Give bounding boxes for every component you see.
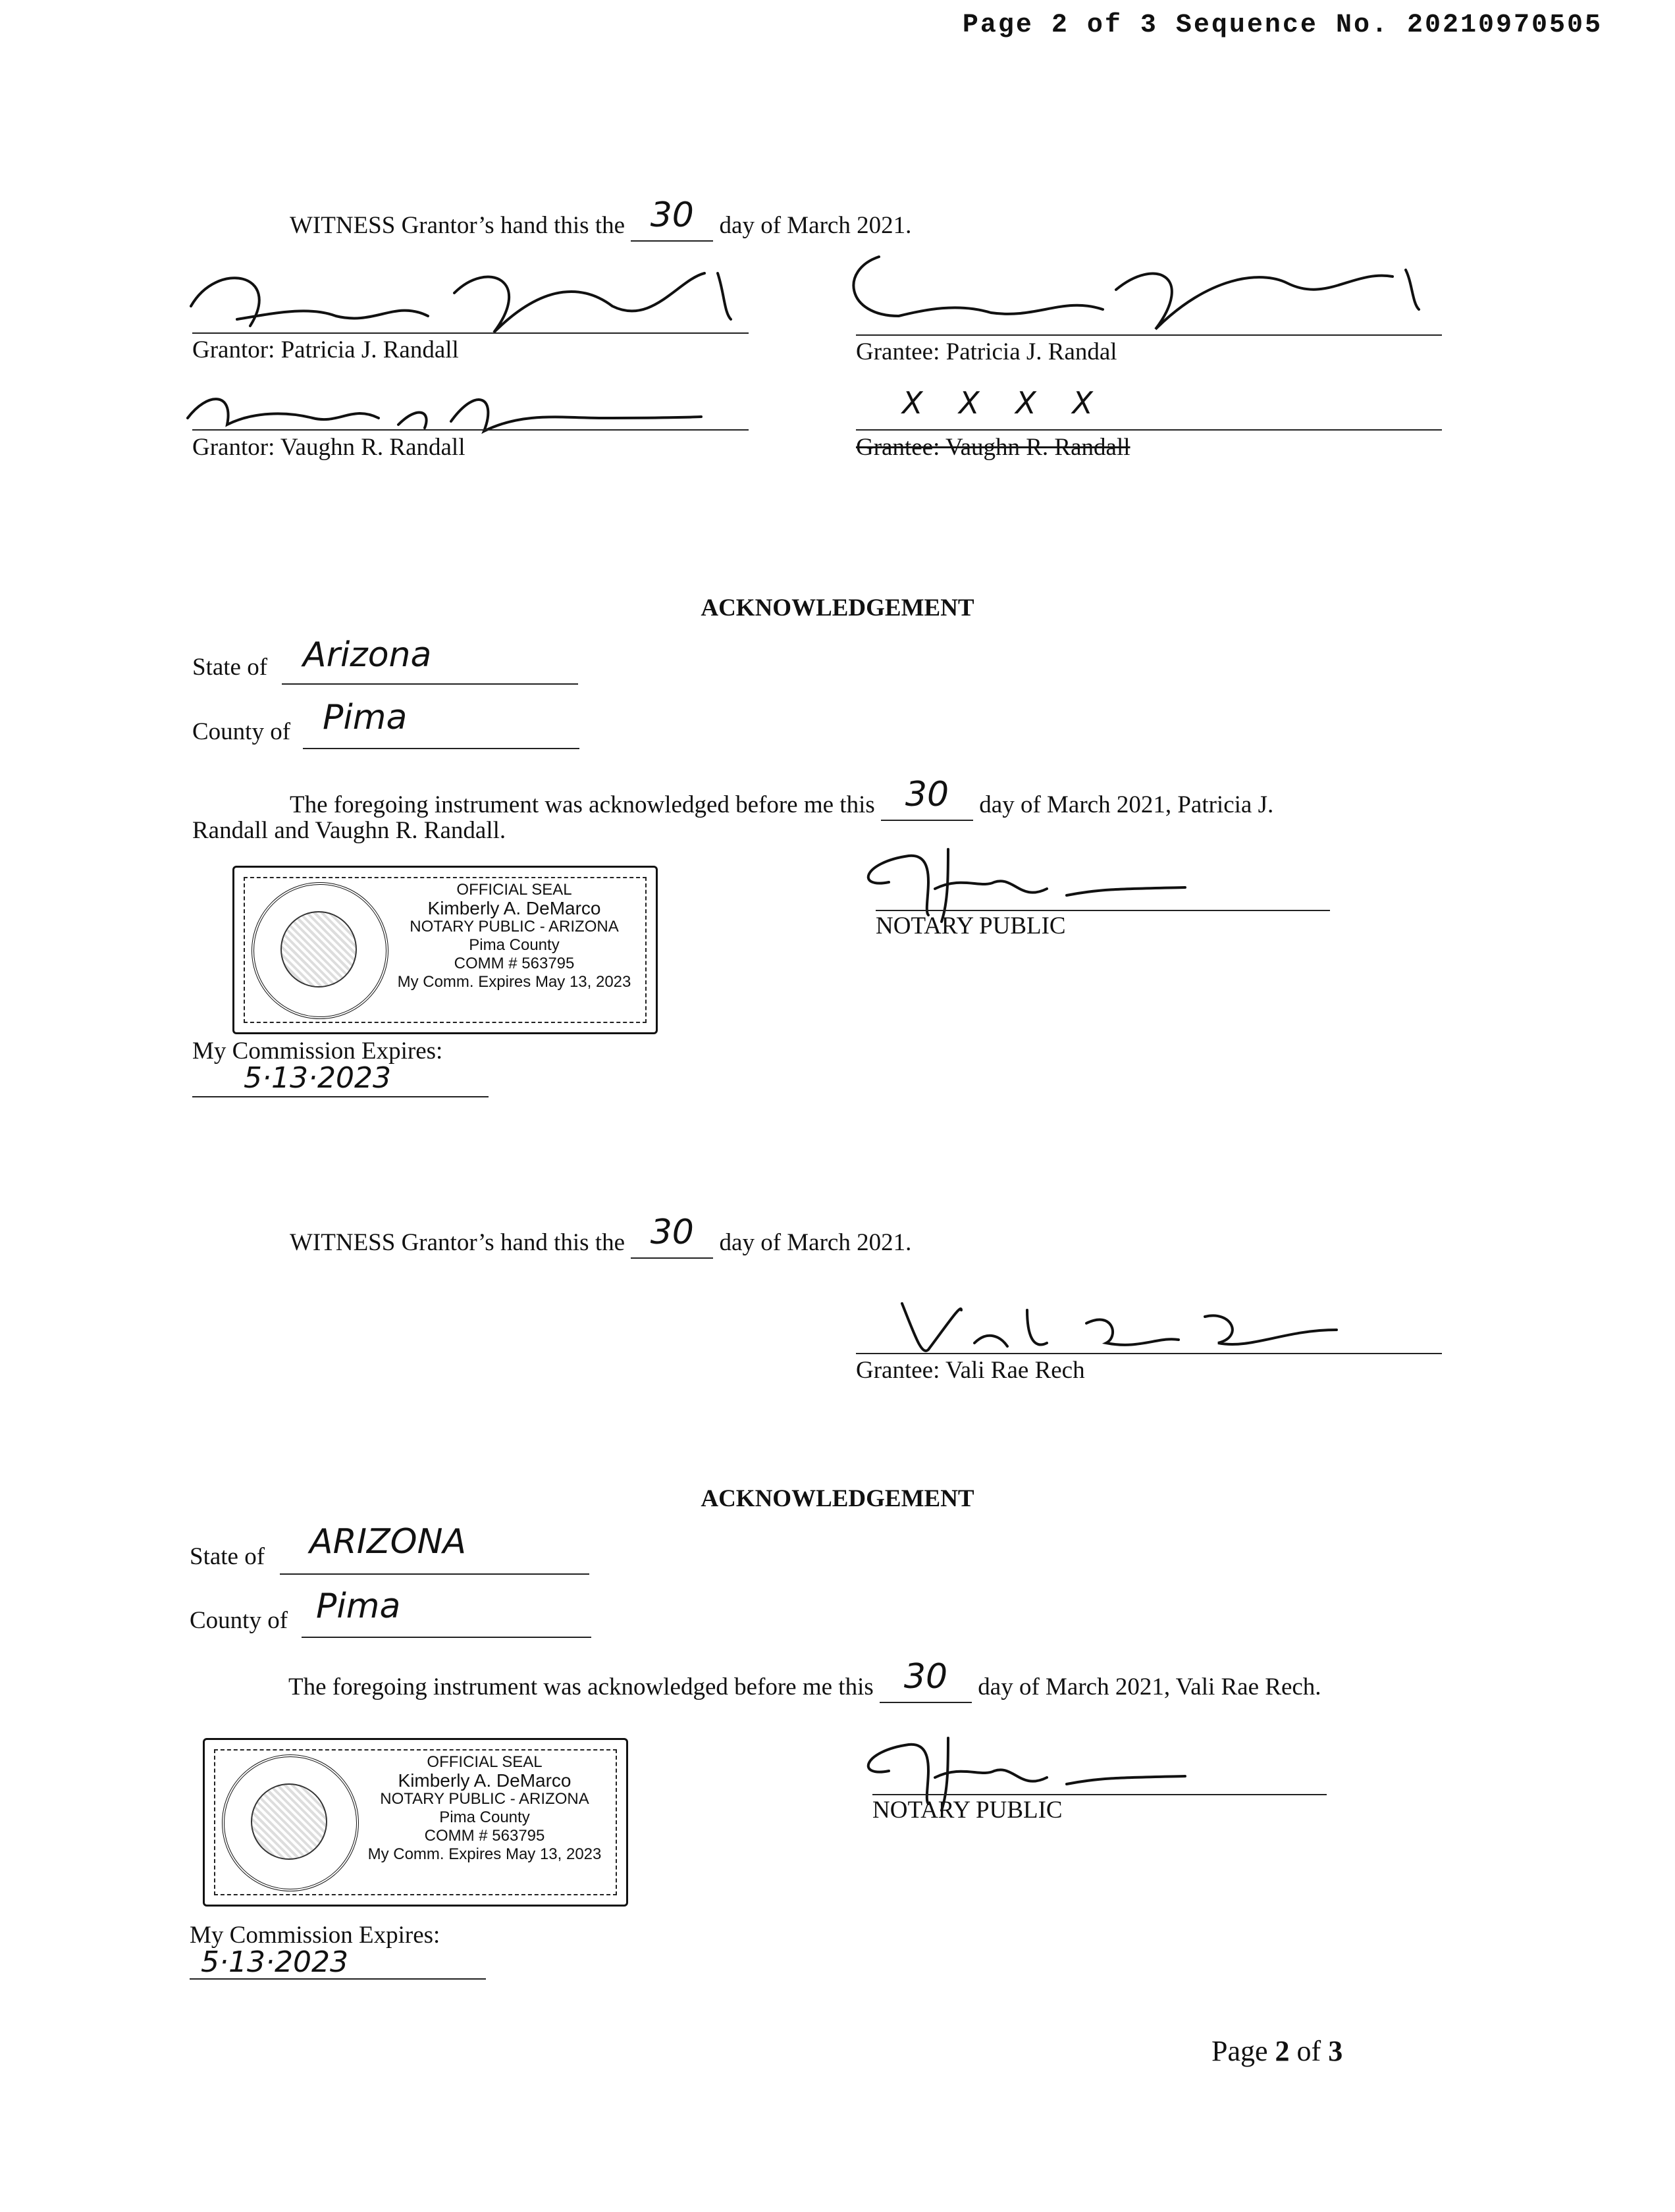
witness-2-suffix: day of March 2021. (719, 1229, 912, 1256)
ack-1-commission-label: My Commission Expires: (192, 1038, 443, 1065)
witness-2-day: 30 (650, 1213, 694, 1252)
seal-1-line3: NOTARY PUBLIC - ARIZONA (410, 918, 619, 935)
page-footer-prefix: Page (1211, 2035, 1268, 2067)
seal-2-line2: Kimberly A. DeMarco (398, 1770, 572, 1791)
witness-1-line (290, 196, 912, 242)
grantee-2-label-struck: Grantee: Vaughn R. Randall (856, 434, 1130, 461)
ack-1-notary-label: NOTARY PUBLIC (876, 912, 1066, 939)
witness-1-prefix: WITNESS Grantor’s hand this the (290, 212, 625, 239)
witness-1-day: 30 (650, 196, 694, 235)
seal-2-line6: My Comm. Expires May 13, 2023 (367, 1845, 602, 1863)
ack-1-heading: ACKNOWLEDGEMENT (701, 594, 974, 621)
ack-2-heading: ACKNOWLEDGEMENT (701, 1485, 974, 1512)
grantor-2-label: Grantor: Vaughn R. Randall (192, 434, 465, 461)
ack-2-commission-value: 5·13·2023 (201, 1945, 348, 1979)
ack-2-state-value: ARIZONA (309, 1522, 467, 1562)
arizona-great-seal-icon (252, 882, 388, 1019)
page-footer (1211, 2034, 1343, 2068)
ack-2-day: 30 (903, 1657, 948, 1697)
ack-2-county-label: County of (190, 1607, 288, 1634)
seal-2-line3: NOTARY PUBLIC - ARIZONA (380, 1790, 589, 1808)
notary-seal-2 (203, 1738, 628, 1907)
seal-2-line5: COMM # 563795 (424, 1827, 545, 1845)
page-footer-of: of (1296, 2035, 1321, 2067)
seal-1-line1: OFFICIAL SEAL (456, 881, 572, 899)
sequence-header: Page 2 of 3 Sequence No. 20210970505 (962, 11, 1603, 40)
seal-1-line2: Kimberly A. DeMarco (427, 898, 601, 918)
seal-1-line5: COMM # 563795 (454, 955, 575, 972)
witness-2-line (290, 1213, 912, 1259)
page-footer-total: 3 (1328, 2035, 1343, 2067)
grantee-1-label: Grantee: Patricia J. Randal (856, 338, 1117, 365)
page-footer-num: 2 (1275, 2035, 1290, 2067)
ack-1-county-value: Pima (323, 698, 408, 737)
witness-2-grantee-label: Grantee: Vali Rae Rech (856, 1357, 1085, 1384)
ack-1-state-label: State of (192, 654, 268, 681)
ack-2-body-line1 (288, 1657, 1321, 1703)
witness-1-suffix: day of March 2021. (719, 212, 912, 239)
ack-1-body-suffix: day of March 2021, Patricia J. (979, 791, 1274, 818)
grantee-1-signature (826, 244, 1432, 349)
ack-2-body-prefix: The foregoing instrument was acknowledged before me this (288, 1673, 874, 1700)
arizona-great-seal-icon (222, 1754, 359, 1891)
ack-2-state-label: State of (190, 1543, 265, 1570)
seal-2-line1: OFFICIAL SEAL (427, 1753, 543, 1771)
grantee-2-strike-marks: X X X X (902, 385, 1106, 421)
grantor-1-label: Grantor: Patricia J. Randall (192, 336, 459, 363)
witness-2-prefix: WITNESS Grantor’s hand this the (290, 1229, 625, 1256)
ack-1-county-label: County of (192, 718, 291, 745)
ack-1-day: 30 (905, 775, 949, 814)
ack-1-state-value: Arizona (303, 635, 432, 675)
ack-1-commission-value: 5·13·2023 (244, 1061, 391, 1095)
ack-1-body-prefix: The foregoing instrument was acknowledged before me this (290, 791, 875, 818)
seal-1-line4: Pima County (469, 936, 560, 954)
ack-2-county-value: Pima (316, 1587, 401, 1626)
ack-1-body-line2: Randall and Vaughn R. Randall. (192, 817, 506, 844)
seal-2-line4: Pima County (439, 1808, 530, 1826)
ack-2-body-suffix: day of March 2021, Vali Rae Rech. (978, 1673, 1321, 1700)
notary-seal-1 (232, 866, 658, 1034)
ack-2-commission-label: My Commission Expires: (190, 1922, 440, 1949)
seal-1-line6: My Comm. Expires May 13, 2023 (397, 973, 631, 991)
ack-2-notary-label: NOTARY PUBLIC (872, 1797, 1063, 1824)
